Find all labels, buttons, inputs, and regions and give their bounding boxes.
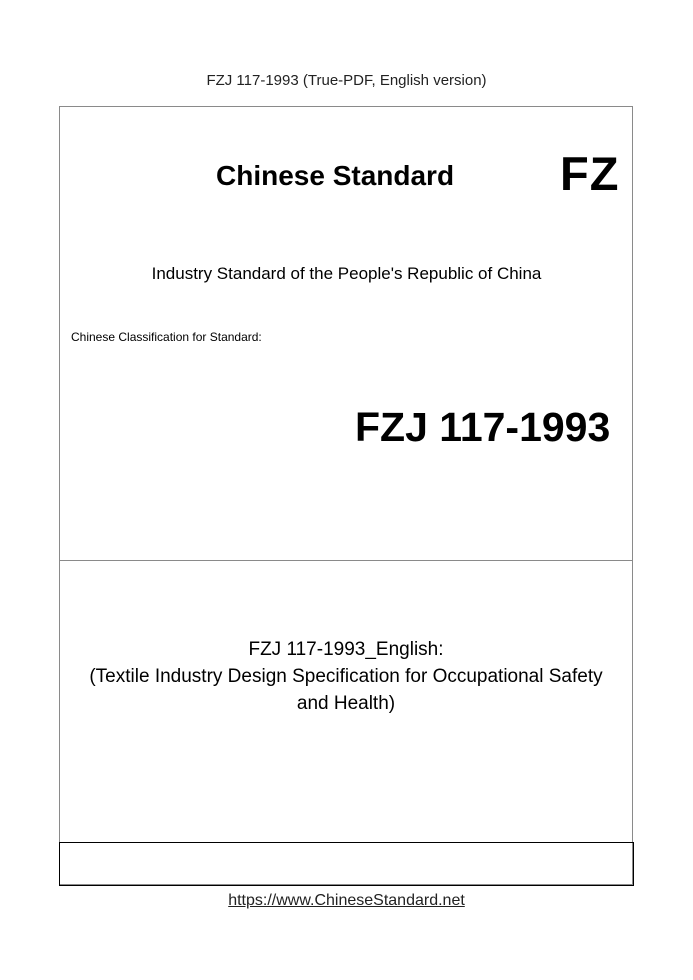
footer-box	[59, 842, 634, 886]
website-link[interactable]: https://www.ChineseStandard.net	[228, 892, 465, 909]
cover-frame	[59, 106, 633, 885]
document-title-line-1: FZJ 117-1993_English:	[248, 639, 444, 660]
cover-title: Chinese Standard	[216, 160, 455, 191]
classification-label: Chinese Classification for Standard:	[71, 330, 262, 344]
section-divider	[59, 560, 633, 561]
standard-number: FZJ 117-1993	[355, 404, 611, 450]
page-header: FZJ 117-1993 (True-PDF, English version)	[206, 72, 487, 89]
document-title	[59, 636, 633, 717]
footer	[0, 892, 693, 910]
document-title-line-3: and Health)	[296, 693, 396, 714]
document-title-line-2: (Textile Industry Design Specification for Occupational Safety	[89, 666, 603, 687]
industry-standard-line: Industry Standard of the People's Republic of China	[151, 264, 542, 283]
standard-code-mark: FZ	[560, 147, 620, 200]
